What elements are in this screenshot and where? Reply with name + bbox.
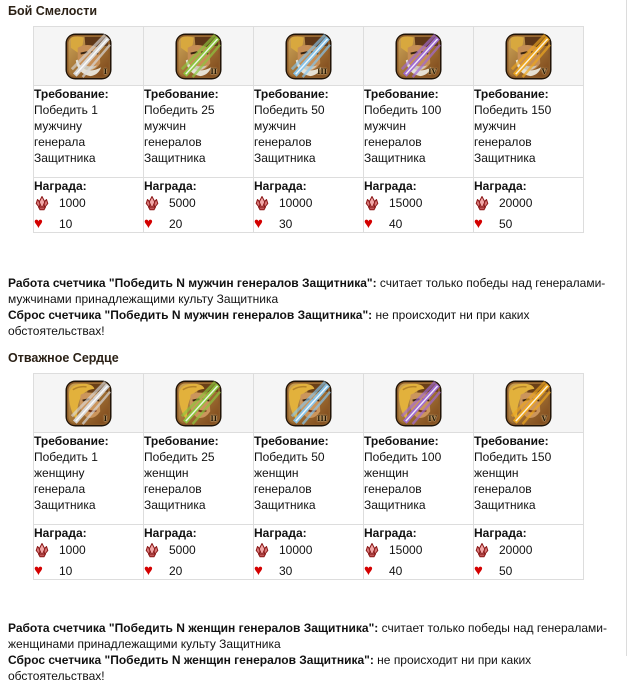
requirement-text: Защитника: [34, 498, 96, 512]
male-general-achievement-icon: [505, 33, 552, 80]
requirement-label: Требование:: [474, 434, 549, 448]
requirement-cell: [144, 433, 254, 525]
requirement-text: Защитника: [254, 498, 316, 512]
crystals-amount: 20000: [499, 543, 533, 557]
requirement-text: генералов: [474, 135, 532, 149]
requirement-text: генералов: [144, 135, 202, 149]
crystals-resource-icon: [254, 542, 270, 558]
tier-numeral: I: [103, 413, 107, 423]
tier-numeral: IV: [428, 413, 437, 423]
requirement-text: генералов: [474, 482, 532, 496]
crystals-resource-icon: [144, 195, 160, 211]
requirement-text: мужчину: [34, 119, 82, 133]
requirement-label: Требование:: [364, 434, 439, 448]
tier-numeral: III: [317, 413, 327, 423]
tier-numeral: IV: [428, 66, 437, 76]
counter-reset-note: [8, 652, 622, 684]
achievement-tier-cell: [34, 374, 144, 433]
requirement-text: генералов: [254, 482, 312, 496]
achievement-tier-cell: [254, 374, 364, 433]
reward-cell: [34, 525, 144, 580]
crystals-amount: 15000: [389, 543, 423, 557]
requirement-text: мужчин: [474, 119, 516, 133]
requirement-text: мужчин: [364, 119, 406, 133]
requirement-cell: [474, 86, 584, 178]
crystals-amount: 1000: [59, 196, 86, 210]
requirement-text: генерала: [34, 135, 86, 149]
requirement-label: Требование:: [34, 87, 109, 101]
tier-numeral: I: [103, 66, 107, 76]
counter-notes-male: [8, 275, 622, 339]
requirement-text: мужчин: [144, 119, 186, 133]
requirement-text: Победить 150: [474, 450, 552, 464]
crystals-amount: 15000: [389, 196, 423, 210]
reward-label: Награда:: [364, 179, 417, 193]
counter-work-note: [8, 275, 622, 307]
requirement-text: Защитника: [144, 498, 206, 512]
tier-numeral: II: [210, 66, 217, 76]
achievement-tier-cell: [474, 27, 584, 86]
reward-row: [34, 178, 584, 233]
section-heading-otvazhnoe-serdce: Отважное Сердце: [8, 351, 119, 365]
requirement-text: Победить 100: [364, 103, 442, 117]
reward-label: Награда:: [34, 526, 87, 540]
requirement-label: Требование:: [364, 87, 439, 101]
crystals-amount: 10000: [279, 543, 313, 557]
heart-resource-icon: ♥: [364, 562, 373, 579]
reward-cell: [34, 178, 144, 233]
female-general-achievement-icon: [505, 380, 552, 427]
heart-resource-icon: ♥: [34, 562, 43, 579]
reward-cell: [364, 525, 474, 580]
requirement-text: генерала: [34, 482, 86, 496]
reward-row: [34, 525, 584, 580]
crystals-resource-icon: [254, 195, 270, 211]
section-heading-boy-smelosti: Бой Смелости: [8, 4, 98, 18]
reward-cell: [254, 178, 364, 233]
crystals-resource-icon: [34, 195, 50, 211]
female-general-achievement-icon: [65, 380, 112, 427]
achievement-table-male-generals: [33, 26, 584, 233]
reward-label: Награда:: [144, 526, 197, 540]
counter-work-note: [8, 620, 622, 652]
achievement-tier-cell: [144, 374, 254, 433]
heart-resource-icon: ♥: [254, 215, 263, 232]
heart-resource-icon: ♥: [34, 215, 43, 232]
tier-numeral: III: [317, 66, 327, 76]
male-general-achievement-icon: [65, 33, 112, 80]
counter-reset-note-text: не происходит ни при каких обстоятельствах!: [8, 308, 530, 338]
reward-label: Награда:: [254, 179, 307, 193]
hearts-amount: 10: [59, 217, 73, 231]
crystals-resource-icon: [364, 542, 380, 558]
requirement-text: генералов: [364, 482, 422, 496]
counter-work-note-text: считает только победы над генералами-мужчинами принадлежащими культу Защитника: [8, 276, 606, 306]
requirement-cell: [364, 433, 474, 525]
requirement-text: Защитника: [254, 151, 316, 165]
crystals-amount: 5000: [169, 196, 196, 210]
requirement-text: Защитника: [364, 151, 426, 165]
requirement-text: Победить 25: [144, 450, 215, 464]
reward-label: Награда:: [364, 526, 417, 540]
tier-numeral: II: [210, 413, 217, 423]
requirement-label: Требование:: [144, 87, 219, 101]
requirement-text: Победить 25: [144, 103, 215, 117]
requirement-text: Защитника: [34, 151, 96, 165]
requirement-row: [34, 86, 584, 178]
counter-reset-note-bold: Сброс счетчика "Победить N женщин генералов Защитника":: [8, 653, 374, 667]
tier-numeral: V: [541, 413, 547, 423]
hearts-amount: 30: [279, 564, 293, 578]
crystals-amount: 10000: [279, 196, 313, 210]
counter-work-note-bold: Работа счетчика "Победить N мужчин генералов Защитника":: [8, 276, 377, 290]
achievement-tier-cell: [144, 27, 254, 86]
requirement-text: женщин: [144, 466, 189, 480]
requirement-text: женщин: [364, 466, 409, 480]
heart-resource-icon: ♥: [254, 562, 263, 579]
requirement-text: генералов: [364, 135, 422, 149]
requirement-cell: [364, 86, 474, 178]
hearts-amount: 20: [169, 217, 183, 231]
hearts-amount: 30: [279, 217, 293, 231]
counter-reset-note: [8, 307, 622, 339]
requirement-text: Защитника: [144, 151, 206, 165]
reward-label: Награда:: [144, 179, 197, 193]
counter-work-note-text: считает только победы над генералами-женщинами принадлежащими культу Защитника: [8, 621, 607, 651]
hearts-amount: 10: [59, 564, 73, 578]
female-general-achievement-icon: [395, 380, 442, 427]
tier-numeral: V: [541, 66, 547, 76]
requirement-text: Защитника: [364, 498, 426, 512]
counter-reset-note-bold: Сброс счетчика "Победить N мужчин генералов Защитника":: [8, 308, 373, 322]
requirement-text: Победить 1: [34, 103, 98, 117]
requirement-text: Защитника: [474, 498, 536, 512]
requirement-cell: [34, 433, 144, 525]
achievement-tier-cell: [474, 374, 584, 433]
crystals-resource-icon: [364, 195, 380, 211]
male-general-achievement-icon: [175, 33, 222, 80]
page-right-divider: [626, 0, 627, 656]
counter-reset-note-text: не происходит ни при каких обстоятельствах!: [8, 653, 532, 683]
achievement-table-female-generals: [33, 373, 584, 580]
requirement-label: Требование:: [474, 87, 549, 101]
requirement-cell: [254, 86, 364, 178]
reward-cell: [254, 525, 364, 580]
reward-label: Награда:: [474, 179, 527, 193]
hearts-amount: 20: [169, 564, 183, 578]
requirement-text: Защитника: [474, 151, 536, 165]
achievement-tier-cell: [364, 374, 474, 433]
requirement-text: Победить 50: [254, 450, 325, 464]
requirement-label: Требование:: [254, 434, 329, 448]
requirement-text: генералов: [254, 135, 312, 149]
counter-notes-female: [8, 620, 622, 684]
requirement-text: женщин: [474, 466, 519, 480]
achievement-tier-cell: [254, 27, 364, 86]
heart-resource-icon: ♥: [474, 562, 483, 579]
counter-work-note-bold: Работа счетчика "Победить N женщин генералов Защитника":: [8, 621, 379, 635]
female-general-achievement-icon: [285, 380, 332, 427]
crystals-amount: 20000: [499, 196, 533, 210]
reward-label: Награда:: [474, 526, 527, 540]
reward-cell: [364, 178, 474, 233]
female-general-achievement-icon: [175, 380, 222, 427]
crystals-resource-icon: [474, 542, 490, 558]
hearts-amount: 40: [389, 564, 403, 578]
heart-resource-icon: ♥: [144, 562, 153, 579]
achievement-tier-cell: [364, 27, 474, 86]
requirement-label: Требование:: [34, 434, 109, 448]
crystals-resource-icon: [144, 542, 160, 558]
male-general-achievement-icon: [285, 33, 332, 80]
hearts-amount: 40: [389, 217, 403, 231]
icon-row: [34, 27, 584, 86]
requirement-text: женщину: [34, 466, 85, 480]
achievement-tier-cell: [34, 27, 144, 86]
crystals-amount: 1000: [59, 543, 86, 557]
hearts-amount: 50: [499, 564, 513, 578]
reward-cell: [144, 525, 254, 580]
requirement-text: Победить 100: [364, 450, 442, 464]
reward-label: Награда:: [34, 179, 87, 193]
requirement-text: Победить 150: [474, 103, 552, 117]
requirement-text: мужчин: [254, 119, 296, 133]
requirement-text: Победить 1: [34, 450, 98, 464]
requirement-cell: [34, 86, 144, 178]
icon-row: [34, 374, 584, 433]
requirement-text: Победить 50: [254, 103, 325, 117]
requirement-cell: [144, 86, 254, 178]
reward-cell: [474, 525, 584, 580]
heart-resource-icon: ♥: [364, 215, 373, 232]
crystals-resource-icon: [474, 195, 490, 211]
hearts-amount: 50: [499, 217, 513, 231]
male-general-achievement-icon: [395, 33, 442, 80]
crystals-amount: 5000: [169, 543, 196, 557]
reward-cell: [144, 178, 254, 233]
heart-resource-icon: ♥: [474, 215, 483, 232]
requirement-label: Требование:: [144, 434, 219, 448]
heart-resource-icon: ♥: [144, 215, 153, 232]
crystals-resource-icon: [34, 542, 50, 558]
reward-label: Награда:: [254, 526, 307, 540]
requirement-text: генералов: [144, 482, 202, 496]
requirement-row: [34, 433, 584, 525]
reward-cell: [474, 178, 584, 233]
requirement-cell: [254, 433, 364, 525]
requirement-label: Требование:: [254, 87, 329, 101]
requirement-cell: [474, 433, 584, 525]
requirement-text: женщин: [254, 466, 299, 480]
